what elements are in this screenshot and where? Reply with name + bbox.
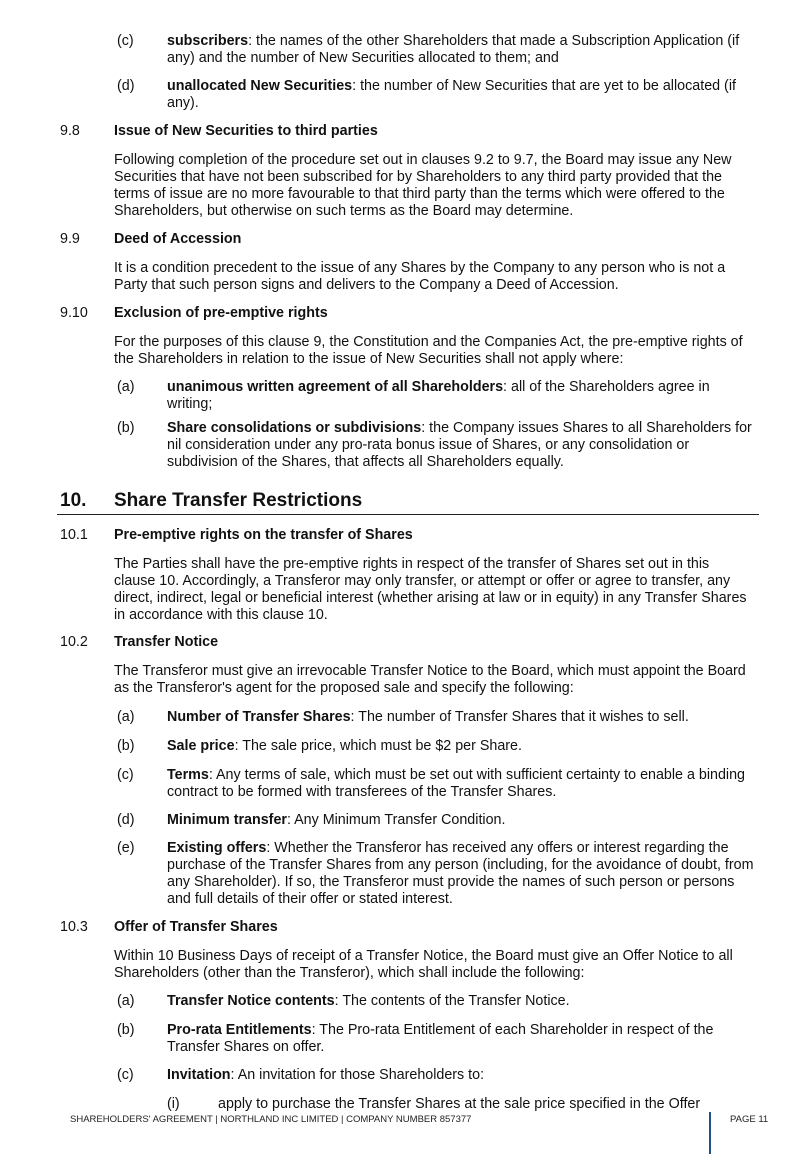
clause-body: For the purposes of this clause 9, the Constitution and the Companies Act, the pre-emptive rights of the Shareholders in relation to the issue of New Securities shall not apply where: [114,334,743,367]
subitem-text: apply to purchase the Transfer Shares at the sale price specified in the Offer [218,1096,701,1112]
item-text [167,767,757,801]
item-text [167,379,757,413]
clause-number: 9.10 [60,305,88,321]
item-label: (a) [117,709,135,725]
clause-heading: Pre-emptive rights on the transfer of Shares [114,527,413,543]
item-term: unallocated New Securities [167,78,353,94]
item-term: subscribers [167,33,249,49]
item-desc: : the number of New Securities that are yet to be allocated (if any). [167,78,736,111]
item-term: unanimous written agreement of all Shareholders [167,379,504,395]
item-desc: : The sale price, which must be $2 per Share. [234,738,522,754]
item-label: (d) [117,812,135,828]
section-rule [57,514,759,515]
item-text [167,420,757,471]
item-desc: : the names of the other Shareholders that made a Subscription Application (if any) and the number of New Securities allocated to them; and [167,33,740,66]
item-text [167,738,757,755]
clause-body: The Parties shall have the pre-emptive rights in respect of the transfer of Shares set out in this clause 10. Accordingly, a Transferor may only transfer, or attempt or offer or agree to transfer, any direct, indirect, legal or beneficial interest (whether arising at law or in equity) in any Transfer Shares in accordance with this clause 10. [114,556,747,623]
item-label: (b) [117,420,135,436]
clause-number: 10.2 [60,634,88,650]
item-label: (b) [117,1022,135,1038]
page-number: PAGE 11 [730,1114,769,1125]
clause-number: 9.8 [60,123,80,139]
item-desc: : Whether the Transferor has received any offers or interest regarding the purchase of the Transfer Shares from any person (including, for the avoidance of doubt, from any Shareholder). If so, the Transferor must provide the names of such person or persons and full details of their offer or stated interest. [167,840,754,907]
clause-body: It is a condition precedent to the issue of any Shares by the Company to any person who is not a Party that such person signs and delivers to the Company a Deed of Accession. [114,260,726,293]
item-label: (d) [117,78,135,94]
item-desc: : The Pro-rata Entitlement of each Shareholder in respect of the Transfer Shares on offer. [167,1022,714,1055]
item-desc: : The contents of the Transfer Notice. [334,993,570,1009]
clause-heading: Offer of Transfer Shares [114,919,278,935]
item-label: (a) [117,379,135,395]
clause-heading: Issue of New Securities to third parties [114,123,378,139]
item-term: Pro-rata Entitlements [167,1022,312,1038]
clause-number: 10.1 [60,527,88,543]
clause-number: 9.9 [60,231,80,247]
item-term: Share consolidations or subdivisions [167,420,422,436]
item-label: (c) [117,33,134,49]
item-term: Invitation [167,1067,231,1083]
item-label: (b) [117,738,135,754]
item-text [167,78,757,112]
item-desc: : An invitation for those Shareholders to: [230,1067,485,1083]
item-text [167,33,757,67]
item-text [167,709,757,726]
item-term: Sale price [167,738,235,754]
clause-heading: Exclusion of pre-emptive rights [114,305,328,321]
item-text [167,1067,757,1084]
item-text [167,840,757,908]
item-label: (a) [117,993,135,1009]
item-desc: : Any Minimum Transfer Condition. [286,812,506,828]
section-number: 10. [60,490,87,511]
item-desc: : all of the Shareholders agree in writing; [167,379,710,412]
clause-heading: Deed of Accession [114,231,242,247]
item-label: (e) [117,840,135,856]
clause-body: The Transferor must give an irrevocable Transfer Notice to the Board, which must appoint the Board as the Transferor's agent for the proposed sale and specify the following: [114,663,746,696]
clause-body: Within 10 Business Days of receipt of a Transfer Notice, the Board must give an Offer Notice to all Shareholders (other than the Transferor), which shall include the following: [114,948,733,981]
item-term: Transfer Notice contents [167,993,335,1009]
item-text [167,812,757,829]
item-label: (c) [117,767,134,783]
item-desc: : Any terms of sale, which must be set out with sufficient certainty to enable a binding contract to be formed with transferees of the Transfer Shares. [167,767,746,800]
item-term: Terms [167,767,209,783]
item-text [167,993,757,1010]
item-term: Minimum transfer [167,812,287,828]
clause-heading: Transfer Notice [114,634,219,650]
item-term: Number of Transfer Shares [167,709,351,725]
footer-document-title: SHAREHOLDERS' AGREEMENT | NORTHLAND INC LIMITED | COMPANY NUMBER 857377 [70,1114,472,1125]
item-term: Existing offers [167,840,267,856]
item-text [167,1022,757,1056]
section-title: Share Transfer Restrictions [114,490,363,511]
item-label: (c) [117,1067,134,1083]
item-desc: : the Company issues Shares to all Shareholders for nil consideration under any pro-rata bonus issue of Shares, or any consolidation or subdivision of the Shares, that affects all Shareholders equally. [167,420,752,470]
clause-number: 10.3 [60,919,88,935]
subitem-label: (i) [167,1096,180,1112]
item-desc: : The number of Transfer Shares that it wishes to sell. [350,709,689,725]
clause-body: Following completion of the procedure set out in clauses 9.2 to 9.7, the Board may issue any New Securities that have not been subscribed for by Shareholders to any third party provided that the terms of issue are no more favourable to that third party than the terms which were offered to the Shareholders, but otherwise on such terms as the Board may determine. [114,152,732,219]
footer-divider [709,1112,711,1154]
